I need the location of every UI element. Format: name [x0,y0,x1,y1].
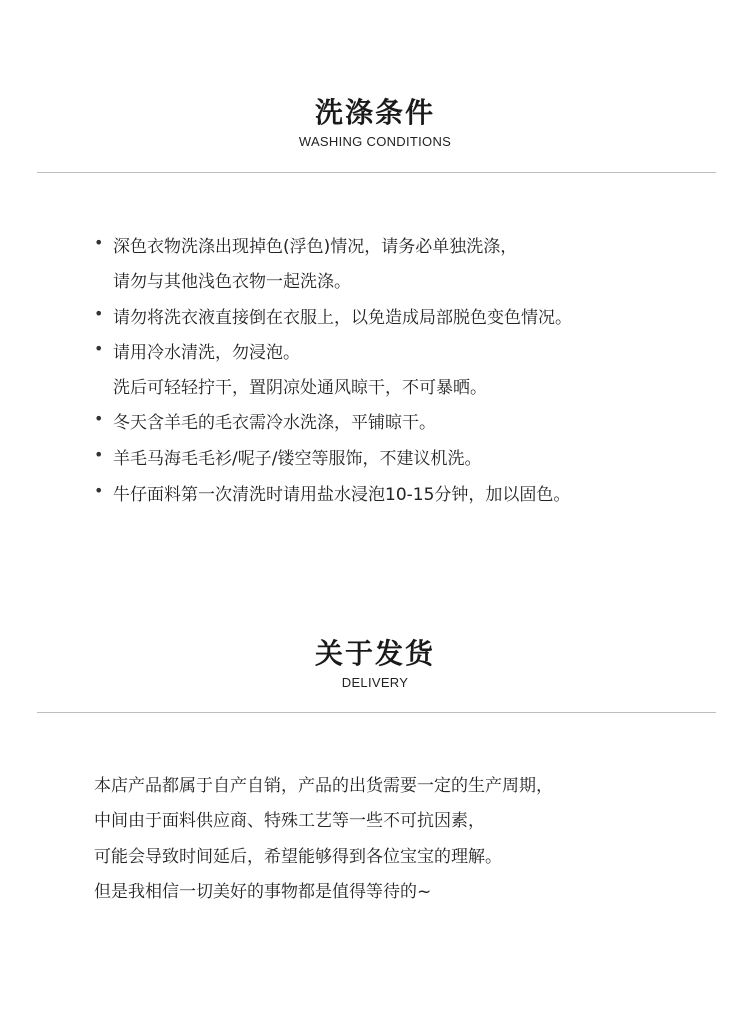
delivery-line: 可能会导致时间延后，希望能够得到各位宝宝的理解。 [94,847,502,867]
delivery-line: 中间由于面料供应商、特殊工艺等一些不可抗因素， [94,811,485,831]
washing-line: 请勿将洗衣液直接倒在衣服上，以免造成局部脱色变色情况。 [113,308,572,328]
washing-line: 深色衣物洗涤出现掉色(浮色)情况，请务必单独洗涤， [113,237,518,257]
bullet-dot: • [94,445,104,464]
washing-line: 洗后可轻轻拧干，置阴凉处通风晾干，不可暴晒。 [113,378,487,398]
washing-subtitle: WASHING CONDITIONS [298,134,452,149]
washing-line: 牛仔面料第一次清洗时请用盐水浸泡10-15分钟，加以固色。 [113,485,571,505]
washing-divider [37,172,716,173]
delivery-divider [37,712,716,713]
delivery-title: 关于发货 [314,637,435,670]
washing-line: 请勿与其他浅色衣物一起洗涤。 [113,272,351,292]
washing-line: 冬天含羊毛的毛衣需冷水洗涤，平铺晾干。 [113,413,436,433]
delivery-subtitle: DELIVERY [341,675,409,690]
bullet-dot: • [94,233,104,252]
washing-title: 洗涤条件 [314,96,435,129]
bullet-dot: • [94,339,104,358]
delivery-line: 本店产品都属于自产自销，产品的出货需要一定的生产周期， [94,776,553,796]
washing-line: 请用冷水清洗，勿浸泡。 [113,343,300,363]
washing-line: 羊毛马海毛毛衫/呢子/镂空等服饰，不建议机洗。 [113,449,482,469]
bullet-dot: • [94,409,104,428]
bullet-dot: • [94,304,104,323]
bullet-dot: • [94,481,104,500]
delivery-line: 但是我相信一切美好的事物都是值得等待的~ [94,882,432,902]
